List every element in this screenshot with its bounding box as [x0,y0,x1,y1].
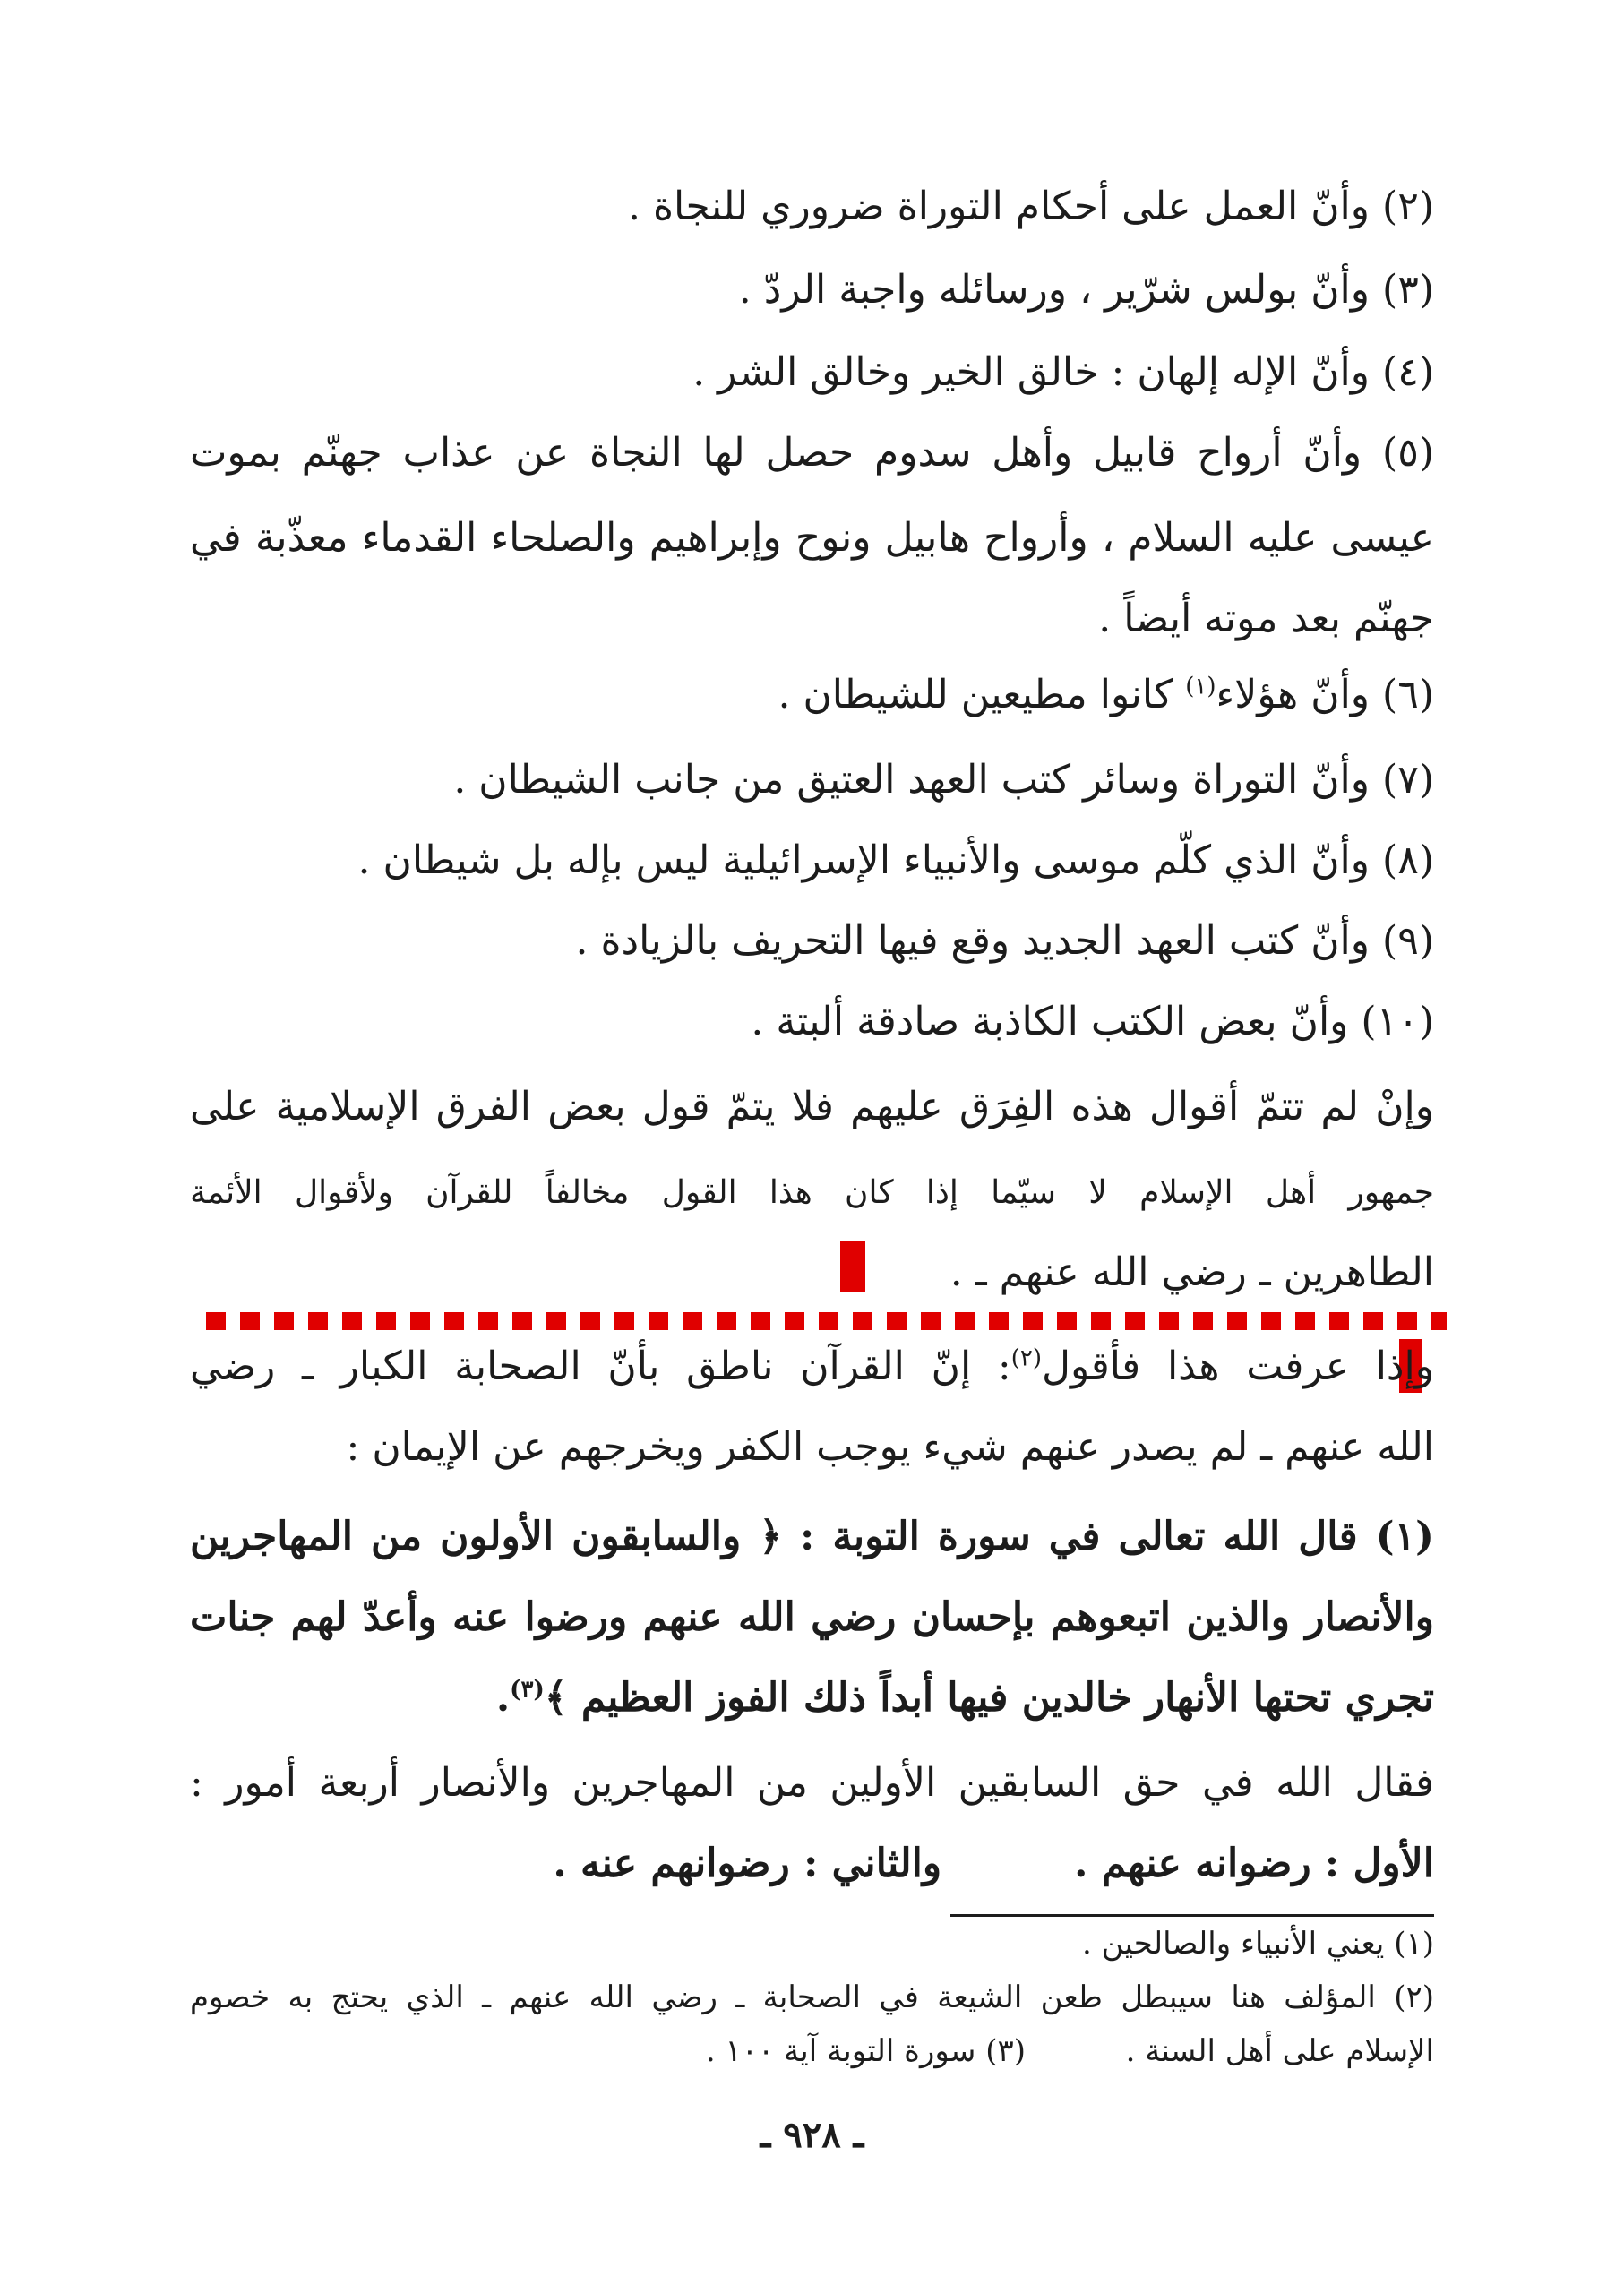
text-line-6: جهنّم بعد موته أيضاً . [1098,596,1434,641]
footnote-ref-3: (٣) [510,1676,545,1704]
text-line-17: (١) قال الله تعالى في سورة التوبة : ﴿ والسابقون الأولون من المهاجرين [190,1514,1434,1559]
text-line-7-end: كانوا مطيعين للشيطان . [778,672,1186,717]
footnote-2-continuation: الإسلام على أهل السنة . [1125,2033,1434,2069]
text-line-13: جمهور أهل الإسلام لا سيّما إذا كان هذا القول مخالفاً للقرآن ولأقوال الأئمة [190,1174,1434,1211]
text-line-15-start: وإذا عرفت هذا فأقول [1042,1344,1434,1389]
text-line-3: (٤) وأنّ الإله إلهان : خالق الخير وخالق الشر . [692,349,1434,395]
footnote-3: (٣) سورة التوبة آية ١٠٠ . [705,2033,1027,2069]
red-dashed-separator [206,1312,1447,1330]
text-line-2: (٣) وأنّ بولس شرّير ، ورسائله واجبة الردّ . [738,267,1434,313]
text-line-8: (٧) وأنّ التوراة وسائر كتب العهد العتيق من جانب الشيطان . [453,757,1434,803]
text-line-19 [190,1675,1434,1722]
footnote-2: (٢) المؤلف هنا سيبطل طعن الشيعة في الصحابة ـ رضي الله عنهم ـ الذي يحتج به خصوم [190,1980,1434,2015]
second-point: والثاني : رضوانهم عنه . [553,1841,942,1886]
footnote-2-3-line [190,2033,1434,2069]
text-line-12: وإنْ لم تتمّ أقوال هذه الفِرَق عليهم فلا يتمّ قول بعض الفرق الإسلامية على [190,1084,1434,1129]
footnote-rule [950,1914,1434,1917]
red-marker-top [840,1241,865,1292]
text-line-7-start: (٦) وأنّ هؤلاء [1216,672,1434,717]
text-line-7 [190,672,1434,719]
text-line-16: الله عنهم ـ لم يصدر عنهم شيء يوجب الكفر ويخرجهم عن الإيمان : [346,1424,1434,1470]
text-line-15 [190,1344,1434,1391]
text-line-21 [190,1841,1434,1888]
text-line-5: عيسى عليه السلام ، وأرواح هابيل ونوح وإبراهيم والصلحاء القدماء معذّبة في [190,515,1434,561]
text-line-20: فقال الله في حق السابقين الأولين من المهاجرين والأنصار أربعة أمور : [190,1760,1434,1806]
text-line-9: (٨) وأنّ الذي كلّم موسى والأنبياء الإسرائيلية ليس بإله بل شيطان . [357,837,1434,883]
footnote-1: (١) يعني الأنبياء والصالحين . [1082,1926,1434,1962]
text-line-4: (٥) وأنّ أرواح قابيل وأهل سدوم حصل لها النجاة عن عذاب جهنّم بموت [190,430,1434,476]
text-line-15-end: : إنّ القرآن ناطق بأنّ الصحابة الكبار ـ رضي [190,1344,1011,1389]
text-line-11: (١٠) وأنّ بعض الكتب الكاذبة صادقة ألبتة . [751,999,1434,1044]
page-number: ـ ٩٢٨ ـ [760,2114,864,2156]
footnote-ref-2: (٢) [1010,1344,1043,1372]
text-line-14: الطاهرين ـ رضي الله عنهم ـ . [949,1250,1434,1295]
text-line-19-end: . [495,1675,511,1721]
text-line-19-start: تجري تحتها الأنهار خالدين فيها أبداً ذلك الفوز العظيم ﴾ [544,1675,1434,1721]
text-line-10: (٩) وأنّ كتب العهد الجديد وقع فيها التحريف بالزيادة . [575,918,1434,964]
footnote-ref-1: (١) [1185,673,1216,700]
first-point: الأول : رضوانه عنهم . [1074,1841,1434,1886]
text-line-1: (٢) وأنّ العمل على أحكام التوراة ضروري للنجاة . [628,184,1434,229]
text-line-18: والأنصار والذين اتبعوهم بإحسان رضي الله عنهم ورضوا عنه وأعدّ لهم جنات [190,1594,1434,1640]
